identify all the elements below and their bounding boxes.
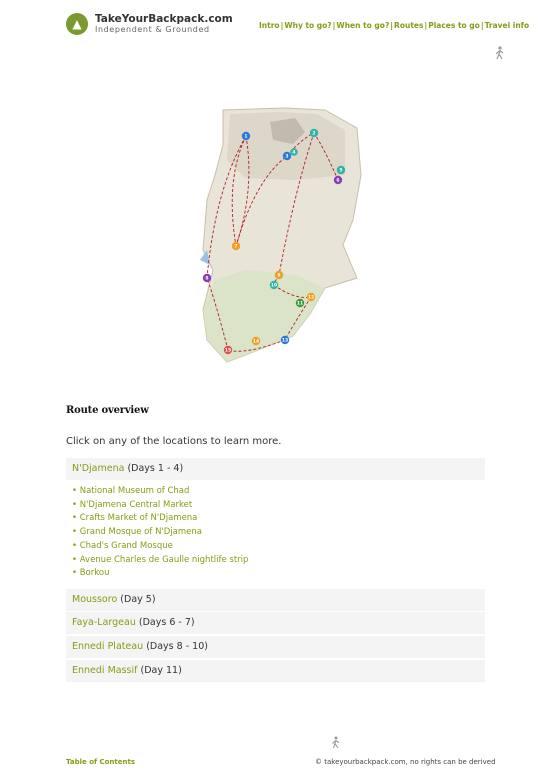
- place-list: [66, 480, 485, 583]
- place-link[interactable]: • Crafts Market of N'Djamena: [72, 512, 485, 526]
- place-link[interactable]: • Borkou: [72, 567, 485, 581]
- map-marker-15[interactable]: 15: [224, 348, 232, 354]
- nav-intro[interactable]: Intro: [259, 21, 280, 30]
- map-marker-12[interactable]: 12: [307, 295, 315, 301]
- place-link[interactable]: • Grand Mosque of N'Djamena: [72, 526, 485, 540]
- hiker-icon: [494, 46, 506, 60]
- accordion-ennedi-massif: [66, 660, 485, 682]
- map-marker-4[interactable]: 4: [292, 150, 296, 156]
- route-map[interactable]: [175, 100, 375, 370]
- map-marker-11[interactable]: 11: [296, 301, 304, 307]
- place-link[interactable]: • National Museum of Chad: [72, 485, 485, 499]
- table-of-contents-link[interactable]: Table of Contents: [66, 758, 136, 766]
- stop-name-link[interactable]: Ennedi Plateau: [72, 641, 144, 652]
- stop-days: (Days 6 - 7): [138, 617, 195, 628]
- hiker-icon: [331, 736, 341, 749]
- site-logo[interactable]: [66, 13, 233, 35]
- accordion-header[interactable]: [66, 612, 485, 634]
- map-marker-7[interactable]: 7: [234, 244, 238, 250]
- map-marker-5[interactable]: 5: [339, 168, 343, 174]
- brand-name: TakeYourBackpack.com: [95, 13, 233, 25]
- accordion-header[interactable]: [66, 458, 485, 480]
- map-marker-3[interactable]: 3: [285, 154, 289, 160]
- stop-days: (Day 5): [120, 594, 156, 605]
- stop-name-link[interactable]: Moussoro: [72, 594, 118, 605]
- top-navigation: Intro | Why to go? | When to go? | Routes | Places to go | Travel info: [259, 21, 530, 30]
- map-marker-9[interactable]: 9: [277, 273, 281, 279]
- nav-why-to-go[interactable]: Why to go?: [284, 21, 332, 30]
- map-marker-13[interactable]: 13: [281, 338, 289, 344]
- place-link[interactable]: • Avenue Charles de Gaulle nightlife strip: [72, 554, 485, 568]
- map-marker-14[interactable]: 14: [252, 339, 260, 345]
- hiker-logo-icon: ▲: [66, 13, 88, 35]
- section-title: Route overview: [66, 405, 149, 416]
- section-instruction: Click on any of the locations to learn more.: [66, 436, 282, 447]
- accordion-ennedi-plateau: [66, 636, 485, 658]
- nav-travel-info[interactable]: Travel info: [484, 21, 530, 30]
- accordion-faya-largeau: [66, 612, 485, 634]
- accordion-header[interactable]: [66, 636, 485, 658]
- copyright-notice: © takeyourbackpack.com, no rights can be derived: [315, 758, 496, 766]
- stop-days: (Days 8 - 10): [146, 641, 208, 652]
- stop-days: (Day 11): [140, 665, 182, 676]
- nav-places-to-go[interactable]: Places to go: [428, 21, 480, 30]
- map-marker-10[interactable]: 10: [270, 283, 278, 289]
- place-link[interactable]: • Chad's Grand Mosque: [72, 540, 485, 554]
- accordion-ndjamena: [66, 458, 485, 583]
- nav-routes[interactable]: Routes: [394, 21, 424, 30]
- stop-name-link[interactable]: Faya-Largeau: [72, 617, 136, 628]
- place-link[interactable]: • N'Djamena Central Market: [72, 499, 485, 513]
- accordion-header[interactable]: [66, 660, 485, 682]
- map-marker-8[interactable]: 8: [205, 276, 209, 282]
- map-marker-1[interactable]: 1: [244, 134, 248, 140]
- brand-tagline: Independent & Grounded: [95, 25, 210, 34]
- nav-when-to-go[interactable]: When to go?: [336, 21, 390, 30]
- map-marker-2[interactable]: 2: [312, 131, 316, 137]
- stop-days: (Days 1 - 4): [127, 463, 184, 474]
- accordion-header[interactable]: [66, 589, 485, 611]
- map-marker-6[interactable]: 6: [336, 178, 340, 184]
- stop-name-link[interactable]: N'Djamena: [72, 463, 125, 474]
- stop-name-link[interactable]: Ennedi Massif: [72, 665, 138, 676]
- accordion-moussoro: [66, 589, 485, 611]
